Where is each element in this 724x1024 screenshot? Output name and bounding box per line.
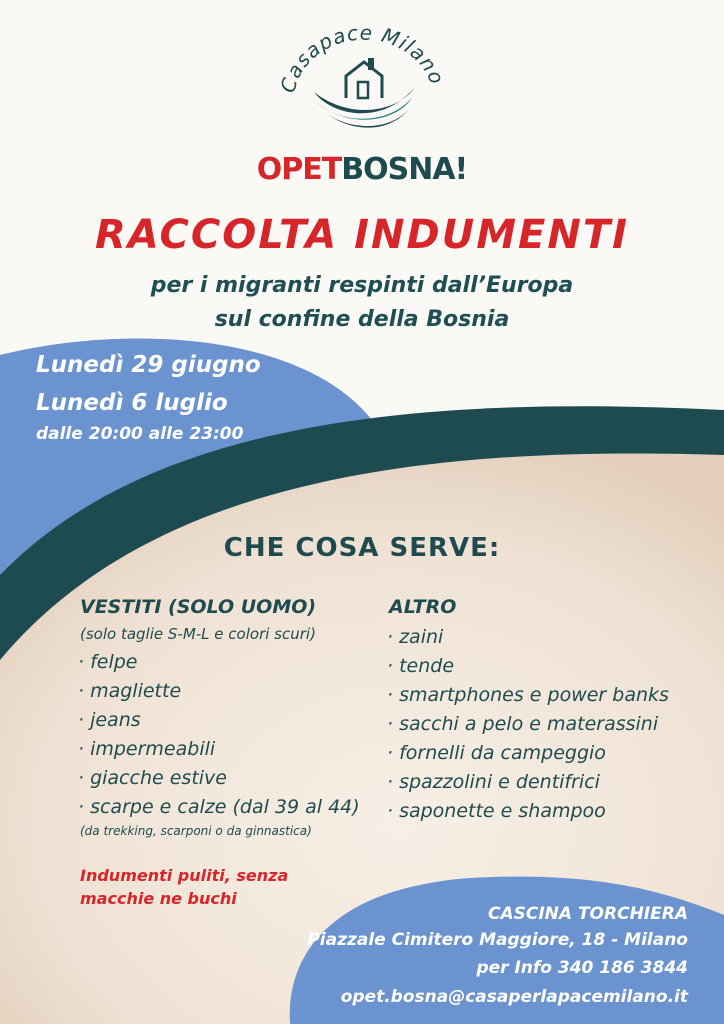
list-item: · spazzolini e dentifrici	[387, 771, 600, 793]
other-list	[387, 623, 669, 826]
shoe-note: (da trekking, scarponi o da ginnastica)	[80, 824, 312, 838]
venue-address: Piazzale Cimitero Maggiore, 18 - Milano	[307, 930, 688, 950]
list-item: · jeans	[78, 709, 141, 731]
warning-line2: macchie ne buchi	[80, 889, 237, 908]
list-item: · impermeabili	[78, 738, 216, 760]
subtitle-line1: per i migranti respinti dall’Europa	[150, 273, 574, 298]
casapace-logo	[272, 18, 452, 138]
list-item: · magliette	[78, 680, 182, 702]
list-item: · tende	[387, 655, 455, 677]
contact-block	[248, 902, 688, 1012]
needs-heading: CHE COSA SERVE:	[223, 533, 501, 563]
page-title: RACCOLTA INDUMENTI	[95, 212, 629, 258]
warning-line1: Indumenti puliti, senza	[80, 866, 289, 885]
campaign-suffix: BOSNA!	[341, 152, 468, 187]
clothes-size-note: (solo taglie S-M-L e colori scuri)	[80, 625, 316, 643]
logo-org-name: Casapace Milano	[275, 20, 450, 96]
campaign-logo	[0, 152, 724, 187]
campaign-prefix: OPET	[256, 152, 342, 187]
svg-text:Casapace Milano	[275, 20, 449, 95]
other-heading: ALTRO	[389, 596, 457, 618]
date-1: Lunedì 29 giugno	[36, 352, 261, 378]
list-item: · sacchi a pelo e materassini	[387, 713, 659, 735]
clothes-list	[78, 648, 360, 822]
list-item: · scarpe e calze (dal 39 al 44)	[78, 796, 360, 818]
date-2: Lunedì 6 luglio	[36, 390, 228, 416]
list-item: · felpe	[78, 651, 138, 673]
list-item: · zaini	[387, 626, 444, 648]
contact-email[interactable]: opet.bosna@casaperlapacemilano.it	[340, 987, 688, 1007]
venue-name: CASCINA TORCHIERA	[487, 904, 688, 924]
list-item: · fornelli da campeggio	[387, 742, 606, 764]
list-item: · smartphones e power banks	[387, 684, 669, 706]
hours: dalle 20:00 alle 23:00	[36, 424, 244, 444]
list-item: · giacche estive	[78, 767, 227, 789]
info-phone: per Info 340 186 3844	[476, 958, 688, 978]
list-item: · saponette e shampoo	[387, 800, 606, 822]
subtitle-line2: sul confine della Bosnia	[214, 307, 510, 332]
clothes-heading: VESTITI (SOLO UOMO)	[80, 596, 317, 618]
